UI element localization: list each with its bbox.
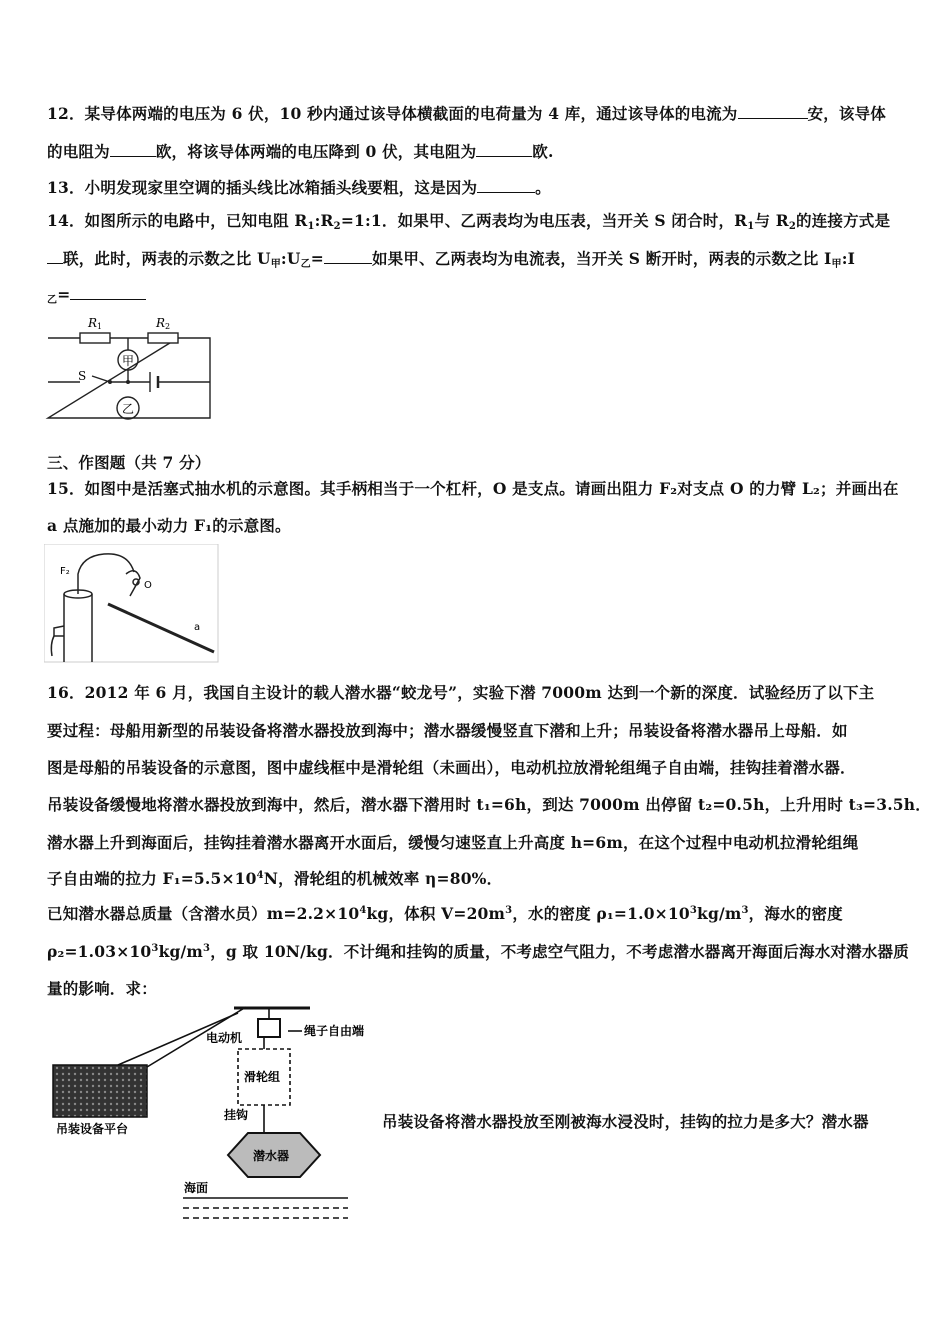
q16-line1: 16．2012 年 6 月，我国自主设计的载人潜水器“蛟龙号”，实验下潜 7000m 达到一个新的深度．试验经历了以下主 xyxy=(47,683,875,702)
answer-blank[interactable] xyxy=(70,285,146,300)
q14-line3: $_乙$= xyxy=(47,285,146,306)
q16-line4: 吊装设备缓慢地将潜水器投放到海中，然后，潜水器下潜用时 t₁=6h，到达 7000m 出停留 t₂=0.5h，上升用时 t₃=3.5h． xyxy=(47,795,931,814)
q16-line5: 潜水器上升到海面后，挂钩挂着潜水器离开水面后，缓慢匀速竖直上升高度 h=6m，在这个过程中电动机拉滑轮组绳 xyxy=(47,833,859,852)
q16-line2: 要过程：母船用新型的吊装设备将潜水器投放到海中；潜水器缓慢竖直下潜和上升；吊装设备将潜水器吊上母船．如 xyxy=(47,721,848,740)
q15-line1: 15．如图中是活塞式抽水机的示意图。其手柄相当于一个杠杆，O 是支点。请画出阻力 F₂对支点 O 的力臂 L₂；并画出在 xyxy=(47,479,899,498)
section-title: 三、作图题（共 7 分） xyxy=(47,453,211,472)
answer-blank[interactable] xyxy=(738,104,808,119)
q16-question: 吊装设备将潜水器投放至刚被海水浸没时，挂钩的拉力是多大？潜水器 xyxy=(382,1112,869,1131)
q13-line: 13．小明发现家里空调的插头线比冰箱插头线要粗，这是因为 。 xyxy=(47,178,551,197)
r1-label: R xyxy=(88,316,98,330)
pulley-label: 滑轮组 xyxy=(244,1070,281,1084)
answer-blank[interactable] xyxy=(324,249,372,264)
answer-blank[interactable] xyxy=(110,142,156,157)
meter-yi-label: 乙 xyxy=(122,402,135,416)
sea-label: 海面 xyxy=(184,1181,209,1195)
r2-label: R xyxy=(156,316,166,330)
q16-line6: 子自由端的拉力 $F_1=5.5\times 10^4N$，滑轮组的机械效率 η=80%． xyxy=(47,869,503,888)
q12-line1: 12．某导体两端的电压为 6 伏，10 秒内通过该导体横截面的电荷量为 4 库，通过该导体的电流为 安，该导体 xyxy=(47,104,887,123)
resistor-r2 xyxy=(148,333,178,343)
answer-blank[interactable] xyxy=(47,249,63,264)
answer-blank[interactable] xyxy=(477,178,535,193)
f2-label: F₂ xyxy=(60,566,70,577)
q16-line9: 量的影响．求： xyxy=(47,979,157,998)
q14-line1: 14．如图所示的电路中，已知电阻 $R_1:R_2=1:1$．如果甲、乙两表均为电压表，当开关 S 闭合时，$R_1$与 $R_2$的连接方式是 xyxy=(47,211,891,232)
motor-label: 电动机 xyxy=(206,1031,243,1045)
q15-line2: a 点施加的最小动力 F₁的示意图。 xyxy=(47,516,291,535)
switch-label: S xyxy=(78,369,87,383)
submersible-label: 潜水器 xyxy=(253,1149,290,1163)
meter-jia-label: 甲 xyxy=(122,354,135,368)
fulcrum-label: O xyxy=(144,580,152,591)
hook-label: 挂钩 xyxy=(224,1108,249,1122)
crane-platform xyxy=(53,1065,147,1117)
q14-line2: 联，此时，两表的示数之比 $U_甲:U_乙=$ 如果甲、乙两表均为电流表，当开关 S 断开时，两表的示数之比 $I_甲:I$ xyxy=(47,247,855,270)
circuit-diagram xyxy=(40,310,220,425)
rope-end-label: 绳子自由端 xyxy=(304,1024,365,1038)
crane-diagram xyxy=(48,1005,378,1227)
pump-diagram xyxy=(44,544,220,664)
r2-sub: 2 xyxy=(165,322,171,331)
platform-label: 吊装设备平台 xyxy=(56,1122,129,1136)
resistor-r1 xyxy=(80,333,110,343)
q16-line3: 图是母船的吊装设备的示意图，图中虚线框中是滑轮组（未画出），电动机拉放滑轮组绳子自由端，挂钩挂着潜水器． xyxy=(47,758,856,777)
answer-blank[interactable] xyxy=(476,142,532,157)
q16-line8: $\rho_2=1.03\times 10^3kg/m^3$，g 取 10N/kg．不计绳和挂钩的质量，不考虑空气阻力，不考虑潜水器离开海面后海水对潜水器质 xyxy=(47,942,909,961)
r1-sub: 1 xyxy=(97,322,103,331)
q12-line2: 的电阻为 欧，将该导体两端的电压降到 0 伏，其电阻为 欧. xyxy=(47,142,554,161)
point-a-label: a xyxy=(194,622,201,633)
q16-line7: 已知潜水器总质量（含潜水员）$m=2.2\times 10^4kg$，体积 $V=20m^3$，水的密度 $\rho_1=1.0\times 10^3kg/m^3$，海水的密度 xyxy=(47,904,843,923)
